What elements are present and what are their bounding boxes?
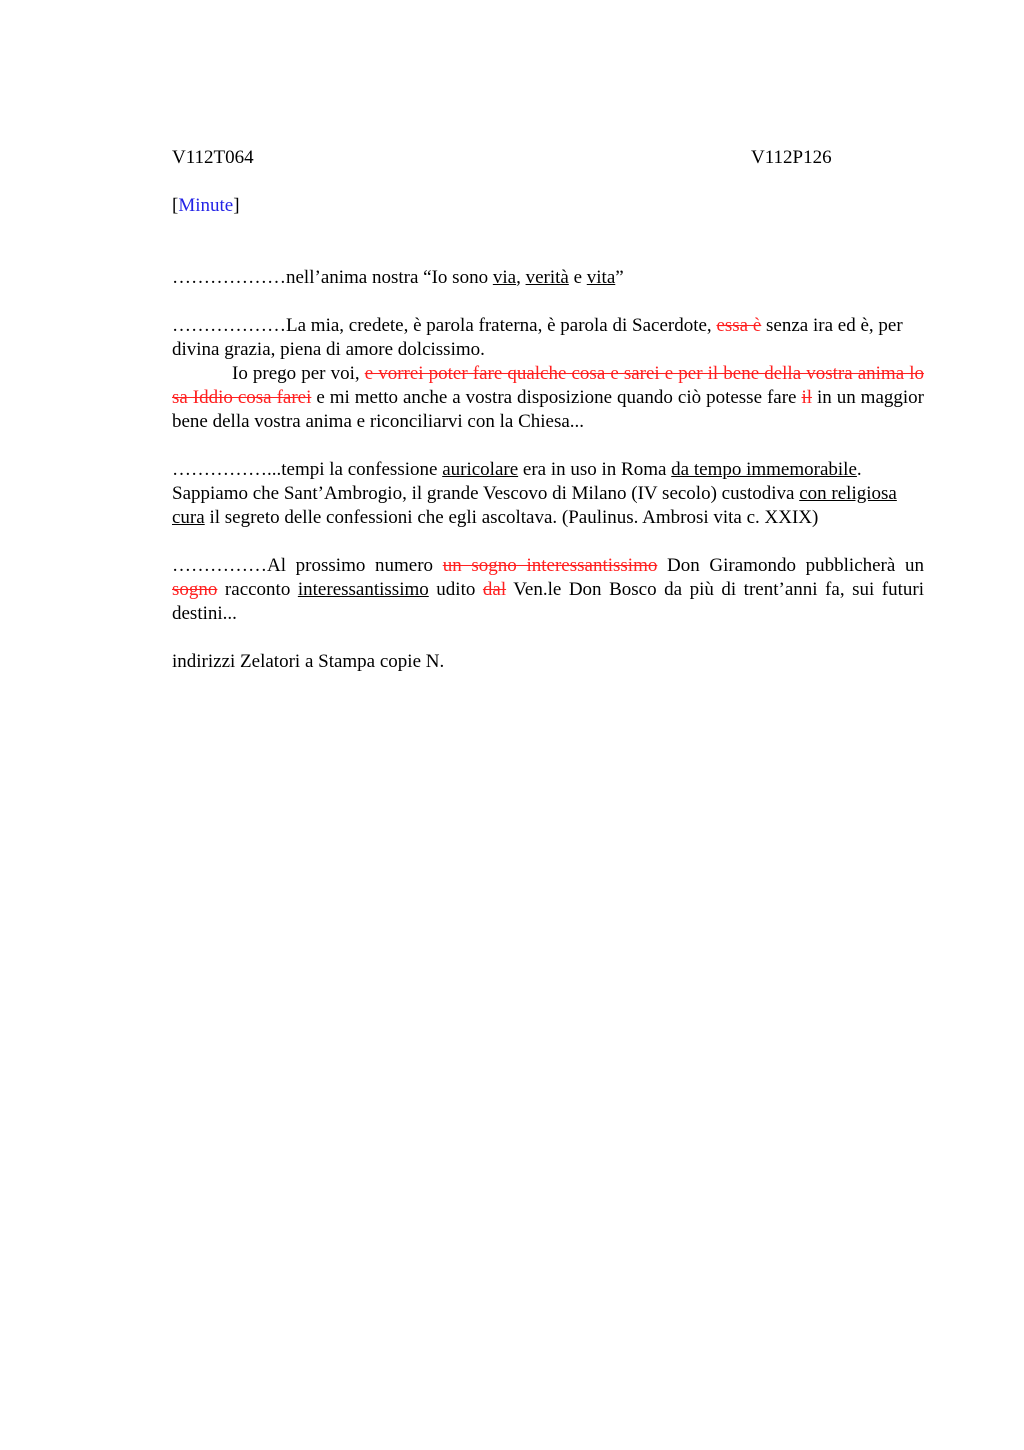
paragraph-parola-fraterna	[172, 314, 924, 362]
text-segment: ”	[615, 267, 624, 288]
text-segment: . Sappiamo che Sant’Ambrogio, il grande Vescovo di Milano (IV secolo) custodiva	[172, 459, 862, 504]
underlined-text: auricolare	[442, 459, 519, 480]
deleted-text: sogno	[172, 579, 218, 600]
document-code-right: V112P126	[751, 147, 832, 168]
deleted-text: dal	[482, 579, 507, 600]
text-segment: ………………La mia, credete, è parola fraterna, è parola di Sacerdote,	[172, 315, 717, 336]
text-segment: udito	[428, 579, 483, 600]
paragraph-io-prego	[172, 362, 924, 434]
minute-label	[172, 194, 924, 218]
text-segment: era in uso in Roma	[518, 459, 672, 480]
text-segment: racconto	[217, 579, 298, 600]
paragraph-anima-nostra	[172, 266, 924, 290]
document-page	[172, 146, 924, 674]
text-segment: il segreto delle confessioni che egli ascoltava. (Paulinus. Ambrosi vita c. XXIX)	[204, 507, 819, 528]
paragraph-prossimo-numero	[172, 554, 924, 626]
text-segment: indirizzi Zelatori a Stampa copie N.	[172, 651, 445, 672]
text-segment: Don Giramondo pubblicherà un	[657, 555, 924, 576]
text-segment: ……………...tempi la confessione	[172, 459, 443, 480]
underlined-text: interessantissimo	[297, 579, 429, 600]
underlined-text: via	[492, 267, 517, 288]
minute-open-bracket: [	[172, 195, 179, 216]
text-segment: ,	[516, 267, 526, 288]
deleted-text: e vorrei poter fare qualche cosa e sarei e per il bene della vostra anima lo sa Iddio cosa farei	[172, 363, 924, 408]
underlined-text: vita	[586, 267, 616, 288]
paragraph-indirizzi	[172, 650, 924, 674]
underlined-text: da tempo immemorabile	[671, 459, 857, 480]
paragraph-confessione	[172, 458, 924, 530]
deleted-text: un sogno interessantissimo	[442, 555, 658, 576]
underlined-text: verità	[525, 267, 569, 288]
text-segment: ………………nell’anima nostra “Io sono	[172, 267, 493, 288]
text-segment: Ven.le Don Bosco da più di trent’anni fa, sui futuri destini...	[172, 579, 925, 624]
text-segment: senza ira ed è, per divina grazia, piena di amore dolcissimo.	[172, 315, 903, 360]
deleted-text: essa è	[716, 315, 762, 336]
minute-link[interactable]: Minute	[178, 195, 234, 216]
minute-close-bracket: ]	[233, 195, 240, 216]
document-code-left: V112T064	[172, 147, 254, 168]
text-segment: e	[568, 267, 587, 288]
text-segment: Io prego per voi,	[232, 363, 365, 384]
text-segment: ……………Al prossimo numero	[172, 555, 443, 576]
underlined-text: con religiosa cura	[172, 483, 897, 528]
document-header	[172, 146, 924, 170]
deleted-text: il	[801, 387, 813, 408]
text-segment: in un maggior bene della vostra anima e riconciliarvi con la Chiesa...	[172, 387, 924, 432]
text-segment: e mi metto anche a vostra disposizione quando ciò potesse fare	[311, 387, 802, 408]
